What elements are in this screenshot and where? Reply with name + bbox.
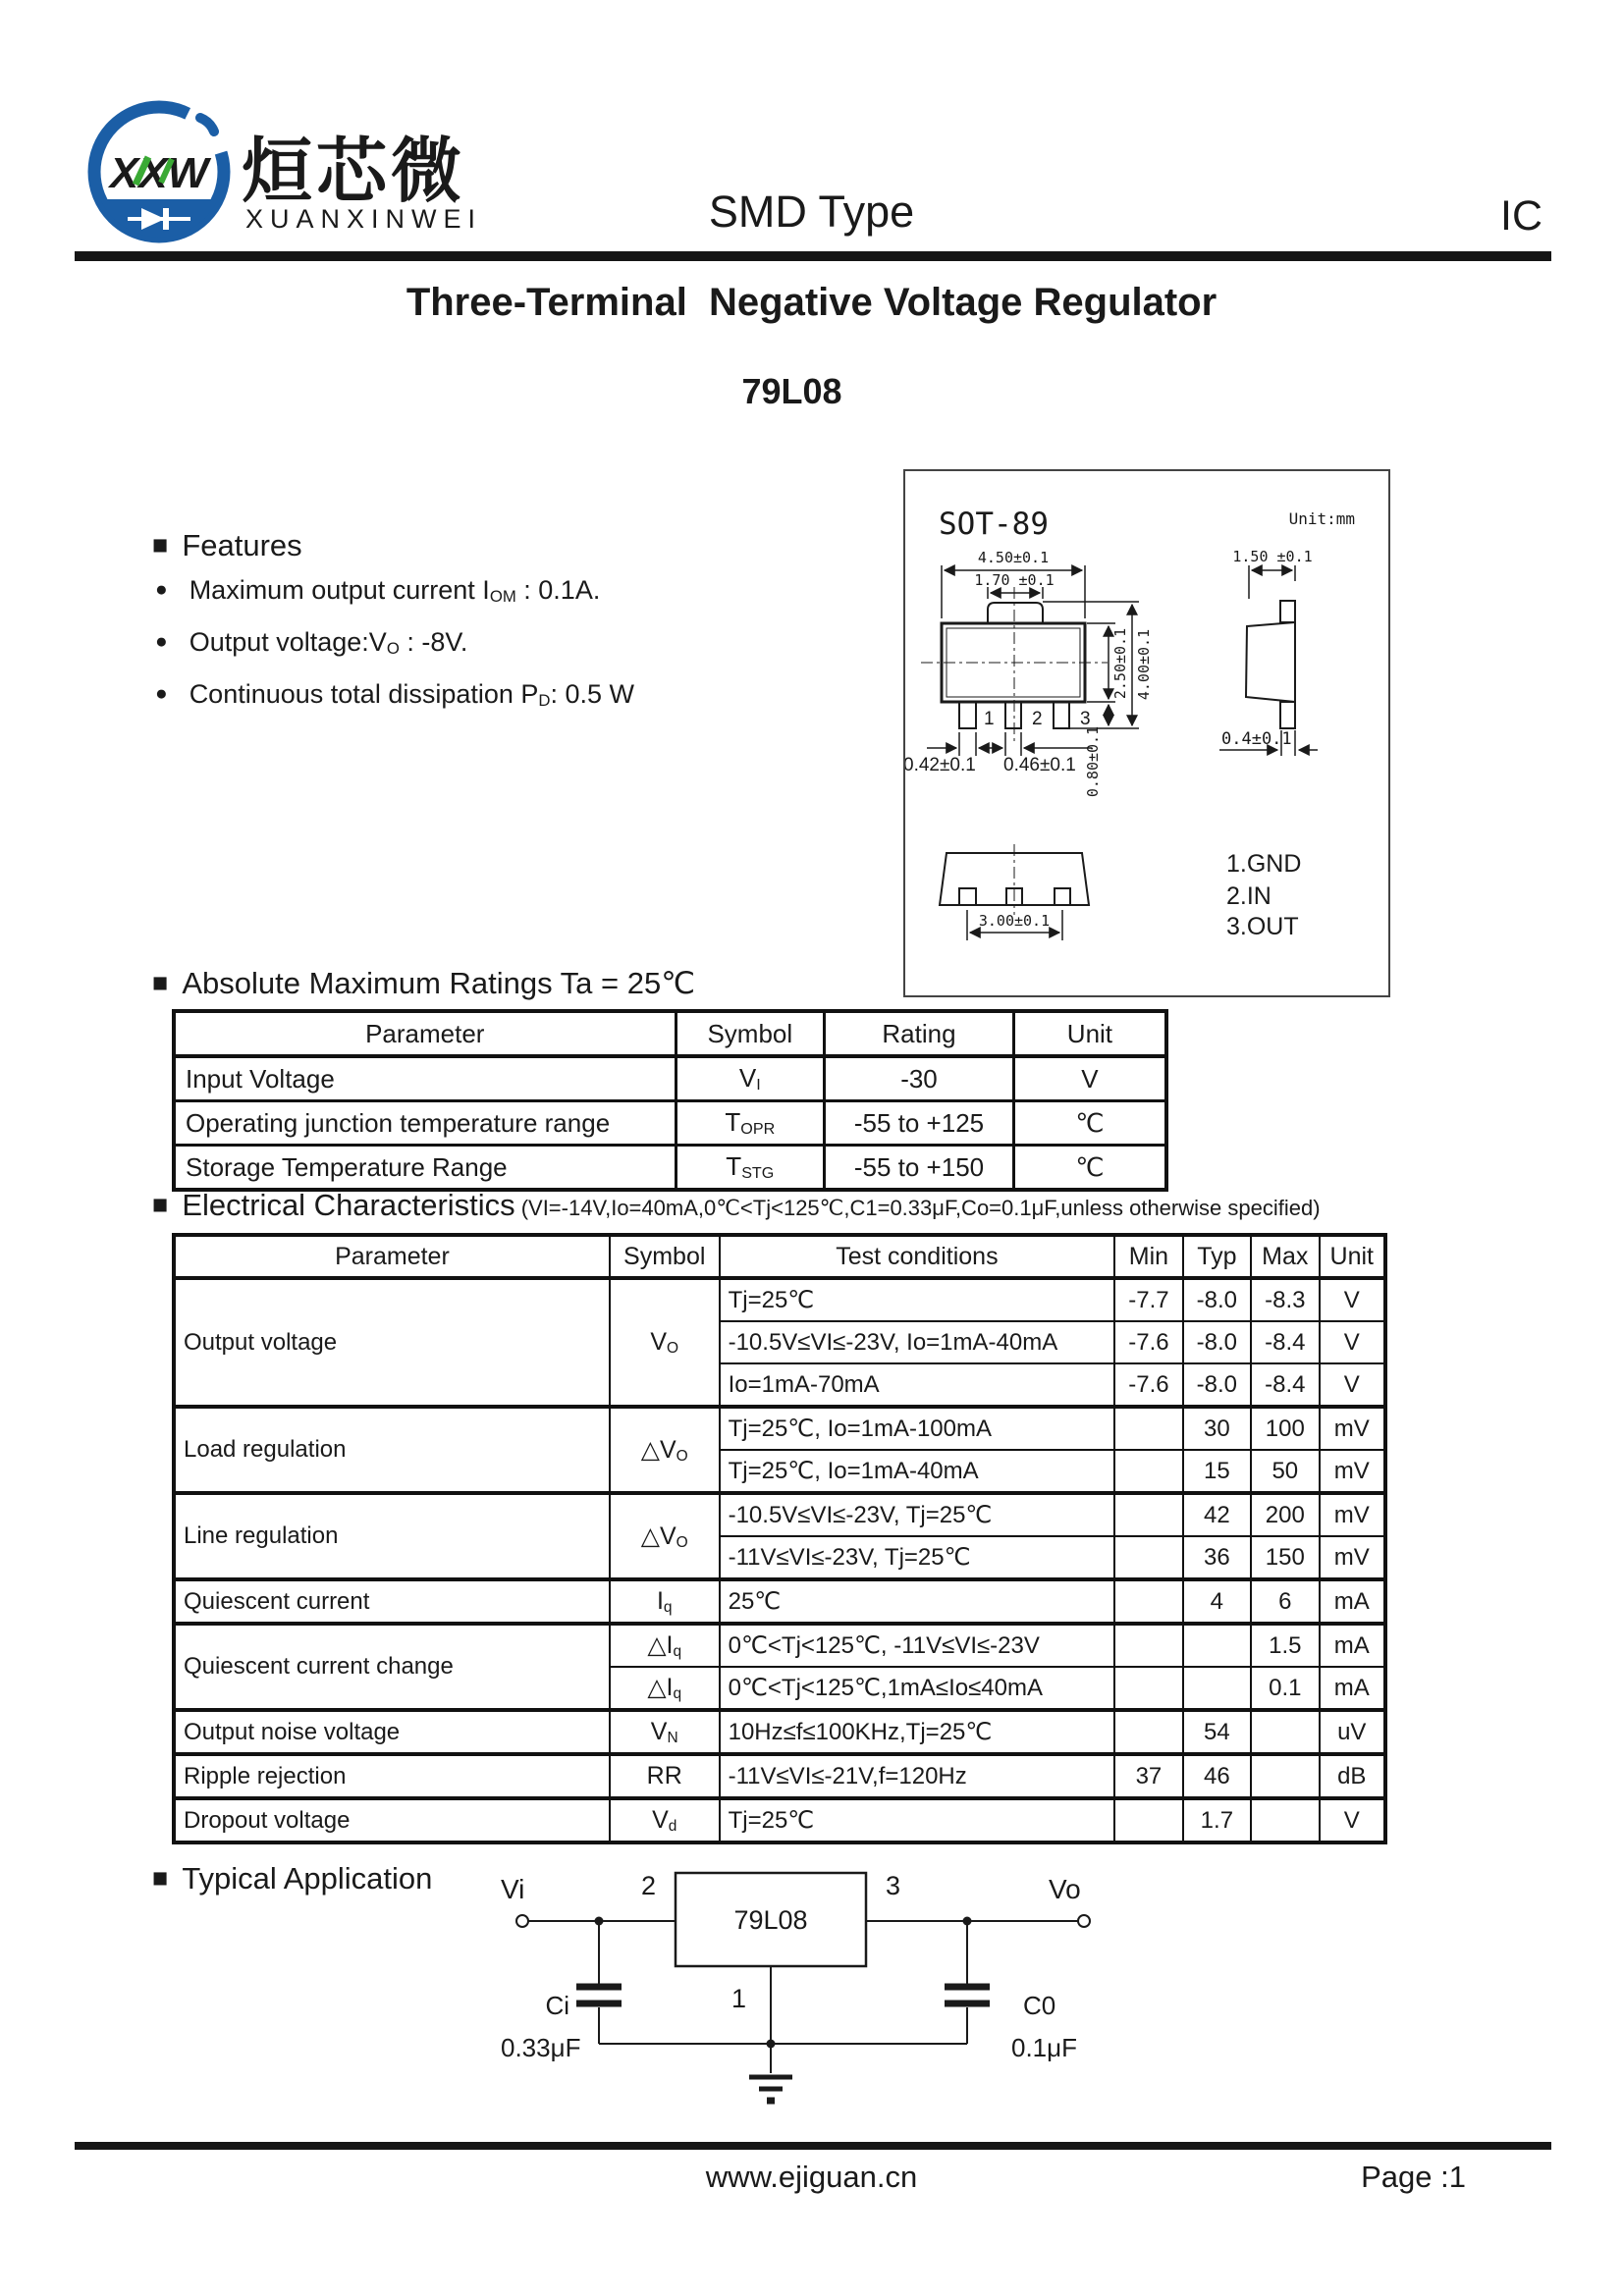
cond-cell: Tj=25℃ xyxy=(720,1798,1115,1842)
dim-lead1-width: 0.42±0.1 xyxy=(905,755,976,775)
param-cell: Output voltage xyxy=(174,1278,610,1407)
ec-row xyxy=(174,1493,1385,1536)
col-symbol: Symbol xyxy=(610,1235,720,1278)
cond-cell: Tj=25℃, Io=1mA-40mA xyxy=(720,1450,1115,1493)
feature-item: ● Maximum output current $I_{OM}$ : 0.1A. xyxy=(155,575,601,606)
unit-cell: mV xyxy=(1320,1407,1385,1450)
pin-gnd-label: 1 xyxy=(730,1984,746,2013)
symbol-cell: $\triangle I_q$ xyxy=(610,1667,720,1710)
min-cell xyxy=(1114,1798,1182,1842)
max-cell: 200 xyxy=(1251,1493,1319,1536)
cout-label: C0 xyxy=(1023,1991,1056,2020)
section-marker-icon: ■ xyxy=(152,530,169,560)
cout-value: 0.1μF xyxy=(1011,2033,1078,2062)
ec-row xyxy=(174,1579,1385,1624)
pin-label-in: 2.IN xyxy=(1226,882,1271,910)
unit-cell: ℃ xyxy=(1013,1101,1166,1146)
dim-side-width: 1.50 ±0.1 xyxy=(1232,548,1313,565)
min-cell: 37 xyxy=(1114,1754,1182,1798)
cond-cell: -11V≤VI≤-21V,f=120Hz xyxy=(720,1754,1115,1798)
ec-row xyxy=(174,1624,1385,1667)
symbol-cell: RR xyxy=(610,1754,720,1798)
unit-cell: V xyxy=(1320,1363,1385,1407)
unit-cell: mV xyxy=(1320,1536,1385,1579)
pin-number: 3 xyxy=(1080,709,1091,729)
section-marker-icon: ■ xyxy=(152,1190,169,1219)
max-cell xyxy=(1251,1798,1319,1842)
param-cell: Load regulation xyxy=(174,1407,610,1493)
min-cell xyxy=(1114,1450,1182,1493)
unit-cell: V xyxy=(1320,1798,1385,1842)
param-cell: Quiescent current change xyxy=(174,1624,610,1710)
min-cell xyxy=(1114,1710,1182,1754)
ec-title: Electrical Characteristics xyxy=(182,1188,515,1222)
param-cell: Storage Temperature Range xyxy=(174,1146,676,1191)
param-cell: Quiescent current xyxy=(174,1579,610,1624)
unit-cell: V xyxy=(1320,1321,1385,1363)
unit-cell: ℃ xyxy=(1013,1146,1166,1191)
pin-number: 1 xyxy=(984,709,995,729)
param-cell: Ripple rejection xyxy=(174,1754,610,1798)
param-cell: Input Voltage xyxy=(174,1056,676,1101)
rating-cell: -30 xyxy=(825,1056,1014,1101)
bullet-icon: ● xyxy=(155,578,168,601)
ec-row xyxy=(174,1407,1385,1450)
col-cond: Test conditions xyxy=(720,1235,1115,1278)
amr-row xyxy=(174,1146,1166,1191)
col-symbol: Symbol xyxy=(676,1011,825,1056)
typ-cell: 4 xyxy=(1183,1579,1251,1624)
application-title: Typical Application xyxy=(182,1861,433,1896)
amr-header-row xyxy=(174,1011,1166,1056)
ec-header-row xyxy=(174,1235,1385,1278)
param-cell: Operating junction temperature range xyxy=(174,1101,676,1146)
ec-subtitle: (VI=-14V,Io=40mA,0℃<Tj<125℃,C1=0.33μF,Co=0.1μF,unless otherwise specified) xyxy=(520,1196,1321,1220)
ec-row xyxy=(174,1278,1385,1321)
min-cell xyxy=(1114,1407,1182,1450)
pin-label-out: 3.OUT xyxy=(1226,913,1299,940)
unit-cell: mA xyxy=(1320,1624,1385,1667)
unit-cell: dB xyxy=(1320,1754,1385,1798)
logo-text: XXW xyxy=(109,149,209,197)
feature-item: ● Continuous total dissipation $P_D$: 0.5 W xyxy=(155,679,635,710)
bullet-icon: ● xyxy=(155,682,168,705)
typ-cell: 46 xyxy=(1183,1754,1251,1798)
max-cell: 150 xyxy=(1251,1536,1319,1579)
brand-name-latin: XUANXINWEI xyxy=(245,204,483,234)
footer-website: www.ejiguan.cn xyxy=(705,2160,918,2194)
typ-cell: -8.0 xyxy=(1183,1278,1251,1321)
max-cell xyxy=(1251,1754,1319,1798)
cond-cell: Io=1mA-70mA xyxy=(720,1363,1115,1407)
max-cell xyxy=(1251,1710,1319,1754)
unit-cell: uV xyxy=(1320,1710,1385,1754)
cond-cell: Tj=25℃ xyxy=(720,1278,1115,1321)
section-marker-icon: ■ xyxy=(152,1863,169,1893)
max-cell: 1.5 xyxy=(1251,1624,1319,1667)
col-unit: Unit xyxy=(1320,1235,1385,1278)
amr-heading xyxy=(152,966,695,1001)
vin-label: Vi xyxy=(501,1874,525,1904)
amr-row xyxy=(174,1056,1166,1101)
feature-text: Output voltage:V xyxy=(189,627,387,657)
col-unit: Unit xyxy=(1013,1011,1166,1056)
cin-label: Ci xyxy=(545,1991,569,2020)
param-cell: Line regulation xyxy=(174,1493,610,1579)
category-label: IC xyxy=(1500,192,1542,240)
unit-cell: V xyxy=(1013,1056,1166,1101)
unit-cell: mA xyxy=(1320,1667,1385,1710)
feature-text: Maximum output current I xyxy=(189,575,490,605)
cin-value: 0.33μF xyxy=(501,2033,581,2062)
unit-cell: mV xyxy=(1320,1450,1385,1493)
typ-cell: -8.0 xyxy=(1183,1363,1251,1407)
part-number: 79L08 xyxy=(741,371,842,411)
footer-page-number: Page :1 xyxy=(1361,2160,1466,2194)
dim-pin-span: 3.00±0.1 xyxy=(978,912,1051,930)
min-cell xyxy=(1114,1579,1182,1624)
dim-body-height: 2.50±0.1 xyxy=(1111,627,1129,700)
typ-cell: 42 xyxy=(1183,1493,1251,1536)
symbol-cell: $V_I$ xyxy=(676,1056,825,1101)
rating-cell: -55 to +150 xyxy=(825,1146,1014,1191)
package-outline-drawing xyxy=(905,471,1388,995)
param-cell: Dropout voltage xyxy=(174,1798,610,1842)
symbol-cell: $\triangle I_q$ xyxy=(610,1624,720,1667)
brand-name-chinese: 烜芯微 xyxy=(242,133,466,211)
col-min: Min xyxy=(1114,1235,1182,1278)
max-cell: -8.4 xyxy=(1251,1363,1319,1407)
cond-cell: 0℃<Tj<125℃,1mA≤Io≤40mA xyxy=(720,1667,1115,1710)
typ-cell: 36 xyxy=(1183,1536,1251,1579)
application-heading xyxy=(152,1861,432,1896)
col-parameter: Parameter xyxy=(174,1011,676,1056)
bullet-icon: ● xyxy=(155,630,168,653)
pin-number: 2 xyxy=(1032,709,1043,729)
doc-type-label: SMD Type xyxy=(708,187,915,237)
min-cell: -7.6 xyxy=(1114,1321,1182,1363)
unit-cell: mA xyxy=(1320,1579,1385,1624)
product-title: Three-Terminal Negative Voltage Regulator xyxy=(406,281,1217,324)
typ-cell xyxy=(1183,1624,1251,1667)
symbol-cell: $I_q$ xyxy=(610,1579,720,1624)
amr-title: Absolute Maximum Ratings Ta = 25℃ xyxy=(182,966,696,1000)
package-name: SOT-89 xyxy=(939,507,1049,542)
dim-lead-length: 0.80±0.1 xyxy=(1084,725,1102,798)
cond-cell: Tj=25℃, Io=1mA-100mA xyxy=(720,1407,1115,1450)
col-typ: Typ xyxy=(1183,1235,1251,1278)
typ-cell: 30 xyxy=(1183,1407,1251,1450)
col-rating: Rating xyxy=(825,1011,1014,1056)
max-cell: -8.3 xyxy=(1251,1278,1319,1321)
symbol-cell: $V_d$ xyxy=(610,1798,720,1842)
typ-cell xyxy=(1183,1667,1251,1710)
unit-cell: mV xyxy=(1320,1493,1385,1536)
min-cell: -7.6 xyxy=(1114,1363,1182,1407)
amr-table xyxy=(172,1009,1168,1192)
pin-label-gnd: 1.GND xyxy=(1226,850,1302,878)
feature-text: Continuous total dissipation P xyxy=(189,679,539,709)
dim-tab-width: 1.70 ±0.1 xyxy=(974,571,1055,589)
pin-out-label: 3 xyxy=(886,1871,901,1900)
symbol-cell: $T_{STG}$ xyxy=(676,1146,825,1191)
symbol-cell: $V_O$ xyxy=(610,1278,720,1407)
vout-label: Vo xyxy=(1049,1874,1081,1904)
cond-cell: 0℃<Tj<125℃, -11V≤VI≤-23V xyxy=(720,1624,1115,1667)
ec-row xyxy=(174,1710,1385,1754)
dim-top-width: 4.50±0.1 xyxy=(977,549,1050,566)
max-cell: 6 xyxy=(1251,1579,1319,1624)
cond-cell: -11V≤VI≤-23V, Tj=25℃ xyxy=(720,1536,1115,1579)
footer-rule xyxy=(75,2142,1551,2150)
ec-row xyxy=(174,1754,1385,1798)
cond-cell: -10.5V≤VI≤-23V, Io=1mA-40mA xyxy=(720,1321,1115,1363)
typ-cell: 1.7 xyxy=(1183,1798,1251,1842)
ground-icon xyxy=(749,2077,792,2101)
pin-in-label: 2 xyxy=(640,1871,656,1900)
param-cell: Output noise voltage xyxy=(174,1710,610,1754)
col-max: Max xyxy=(1251,1235,1319,1278)
symbol-cell: $V_N$ xyxy=(610,1710,720,1754)
dim-lead-thickness: 0.4±0.1 xyxy=(1221,729,1292,749)
feature-item: ● Output $voltage:V_O$ : -8V. xyxy=(155,627,468,658)
ec-heading xyxy=(152,1188,1321,1223)
ec-table xyxy=(172,1233,1387,1844)
application-circuit-diagram xyxy=(461,1855,1168,2150)
cond-cell: -10.5V≤VI≤-23V, Tj=25℃ xyxy=(720,1493,1115,1536)
package-drawing-panel xyxy=(903,469,1390,997)
min-cell xyxy=(1114,1493,1182,1536)
typ-cell: -8.0 xyxy=(1183,1321,1251,1363)
chip-label: 79L08 xyxy=(733,1905,808,1935)
capacitor-plates xyxy=(576,1987,990,2003)
unit-cell: V xyxy=(1320,1278,1385,1321)
unit-label: Unit:mm xyxy=(1288,509,1355,528)
symbol-cell: $\triangle V_O$ xyxy=(610,1407,720,1493)
min-cell xyxy=(1114,1667,1182,1710)
package-side-view xyxy=(1219,565,1318,756)
symbol-cell: $T_{OPR}$ xyxy=(676,1101,825,1146)
min-cell: -7.7 xyxy=(1114,1278,1182,1321)
typ-cell: 54 xyxy=(1183,1710,1251,1754)
amr-row xyxy=(174,1101,1166,1146)
features-title: Features xyxy=(182,528,302,562)
max-cell: 0.1 xyxy=(1251,1667,1319,1710)
max-cell: -8.4 xyxy=(1251,1321,1319,1363)
max-cell: 100 xyxy=(1251,1407,1319,1450)
min-cell xyxy=(1114,1624,1182,1667)
cond-cell: 10Hz≤f≤100KHz,Tj=25℃ xyxy=(720,1710,1115,1754)
dim-total-height: 4.00±0.1 xyxy=(1135,628,1153,701)
header-rule xyxy=(75,251,1551,261)
col-parameter: Parameter xyxy=(174,1235,610,1278)
section-marker-icon: ■ xyxy=(152,968,169,997)
symbol-cell: $\triangle V_O$ xyxy=(610,1493,720,1579)
features-heading xyxy=(152,528,302,563)
rating-cell: -55 to +125 xyxy=(825,1101,1014,1146)
features-list xyxy=(155,567,941,723)
ec-row xyxy=(174,1798,1385,1842)
max-cell: 50 xyxy=(1251,1450,1319,1493)
cond-cell: 25℃ xyxy=(720,1579,1115,1624)
dim-lead2-width: 0.46±0.1 xyxy=(1003,755,1076,775)
typ-cell: 15 xyxy=(1183,1450,1251,1493)
min-cell xyxy=(1114,1536,1182,1579)
